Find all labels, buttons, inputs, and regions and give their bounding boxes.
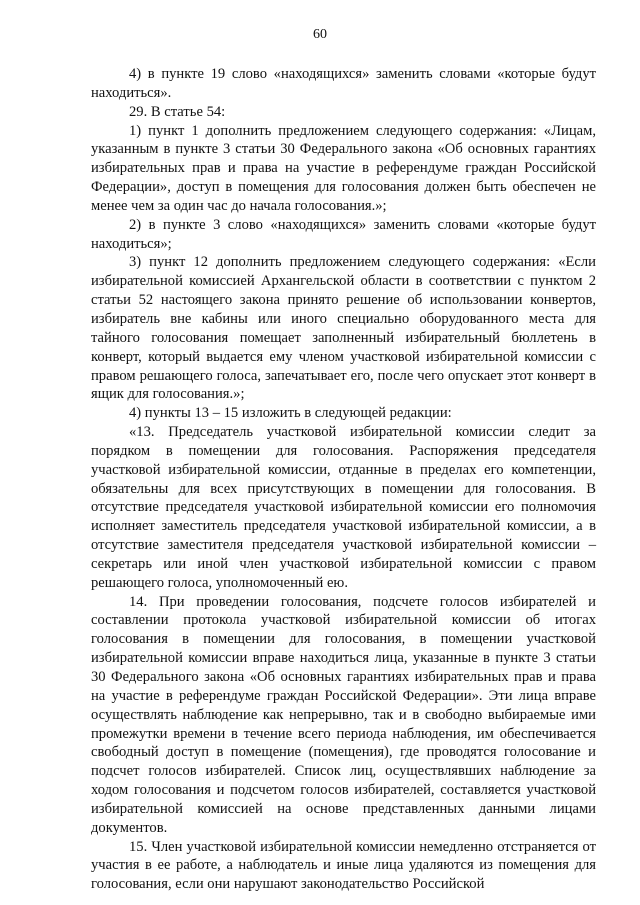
document-body [91, 65, 596, 894]
page-number: 60 [313, 27, 327, 42]
paragraph-item-1: 1) пункт 1 дополнить предложением следующего содержания: «Лицам, указанным в пункте 3 статьи 30 Федерального закона «Об основных гарантиях избирательных прав и права на участие в референдуме граждан Российской Федерации», доступ в помещения для голосования должен быть обеспечен не менее чем за один час до начала голосования.»; [91, 122, 596, 214]
paragraph-point-13: «13. Председатель участковой избирательной комиссии следит за порядком в помещении для голосования. Распоряжения председателя участковой избирательной комиссии, отданные в пределах его компетенции, обязательны для всех присутствующих в помещении для голосования. В отсутствие председателя участковой избирательной комиссии его полномочия исполняет заместитель председателя участковой избирательной комиссии, а в отсутствие заместителя председателя участковой избирательной комиссии – секретарь или иной член участковой избирательной комиссии с правом решающего голоса, уполномоченный ею. [91, 424, 596, 591]
paragraph-point-14: 14. При проведении голосования, подсчете голосов избирателей и составлении протокола участковой избирательной комиссии об итогах голосования в помещении для голосования, в помещении участковой избирательной комиссии вправе находиться лица, указанные в пункте 3 статьи 30 Федерального закона «Об основных гарантиях избирательных прав и права на участие в референдуме граждан Российской Федерации». Эти лица вправе осуществлять наблюдение как непрерывно, так и в свободно выбираемые ими промежутки времени в течение всего периода наблюдения, им обеспечивается свободный доступ в помещение (помещения), где проводятся голосование и подсчет голосов избирателей. Список лиц, осуществлявших наблюдение за ходом голосования и подсчетом голосов избирателей, составляется участковой избирательной комиссией на основе представленных данными лицами документов. [91, 593, 596, 836]
paragraph-point-15: 15. Член участковой избирательной комиссии немедленно отстраняется от участия в ее работе, а наблюдатель и иные лица удаляются из помещения для голосования, если они нарушают законодательство Российской [91, 838, 596, 893]
paragraph-item-4: 4) пункты 13 – 15 изложить в следующей редакции: [129, 405, 452, 422]
paragraph-item-2: 2) в пункте 3 слово «находящихся» заменить словами «которые будут находиться»; [91, 216, 596, 252]
paragraph-item-3: 3) пункт 12 дополнить предложением следующего содержания: «Если избирательной комиссией Архангельской области в соответствии с пунктом 2 статьи 52 настоящего закона принято решение об использовании конвертов, избиратель вне кабины или иного специально оборудованного места для тайного голосования помещает заполненный избирательный бюллетень в конверт, который выдается ему членом участковой избирательной комиссии с правом решающего голоса, запечатывает его, после чего опускает этот конверт в ящик для голосования.»; [91, 254, 596, 403]
paragraph-item-4-19: 4) в пункте 19 слово «находящихся» заменить словами «которые будут находиться». [91, 66, 596, 101]
paragraph-article-29: 29. В статье 54: [129, 103, 226, 120]
